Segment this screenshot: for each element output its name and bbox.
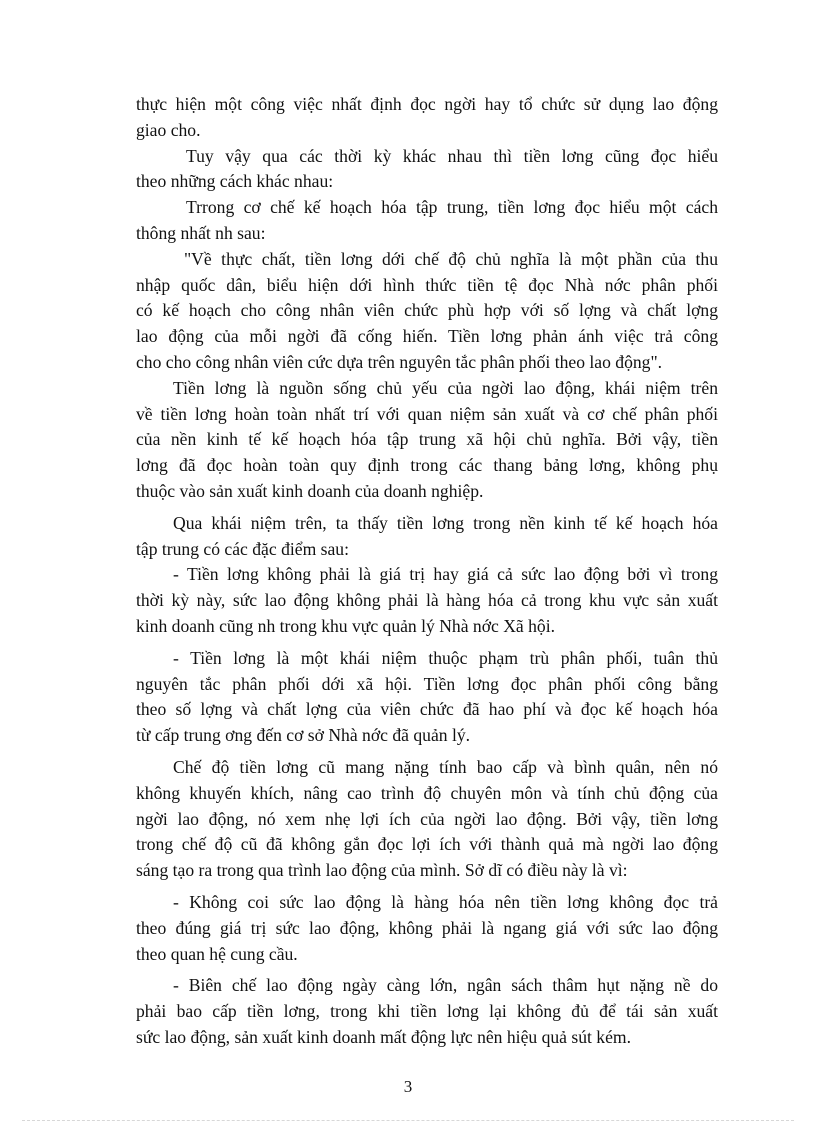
text-line: nguyên tắc phân phối dới xã hội. Tiền lơng đọc phân phối công bằng: [136, 673, 718, 694]
quote-line: có kế hoạch cho công nhân viên chức phù hợp với số lợng và chất lợng: [136, 300, 718, 321]
text-line: thực hiện một công việc nhất định đọc ngời hay tổ chức sử dụng lao động: [136, 94, 718, 114]
bullet-first-line: - Tiền lơng là một khái niệm thuộc phạm trù phân phối, tuân thủ: [173, 647, 718, 668]
paragraph-first-line: Tiền lơng là nguồn sống chủ yếu của ngời lao động, khái niệm trên: [173, 377, 718, 398]
text-line: sáng tạo ra trong qua trình lao động của mình. Sở dĩ có điều này là vì:: [136, 860, 628, 881]
text-line: phải bao cấp tiền lơng, trong khi tiền lơng lại không đủ để tái sản xuất: [136, 1001, 718, 1022]
text-line: trong chế độ cũ đã không gắn đọc lợi ích với thành quả mà ngời lao động: [136, 834, 718, 855]
body-text: [136, 92, 718, 1051]
text-line: không khuyến khích, nâng cao trình độ chuyên môn và tính chủ động của: [136, 782, 718, 803]
text-line: thông nhất nh sau:: [136, 222, 266, 243]
text-line: theo những cách khác nhau:: [136, 171, 334, 192]
text-line: tập trung có các đặc điểm sau:: [136, 538, 349, 559]
text-line: ngời lao động, nó xem nhẹ lợi ích của ngời lao động. Bởi vậy, tiền lơng: [136, 808, 718, 829]
quote-line: nhập quốc dân, biểu hiện dới hình thức tiền tệ đọc Nhà nớc phân phối: [136, 274, 718, 295]
quote-line: lao động của mỗi ngời đã cống hiến. Tiền lơng phản ánh việc trả công: [136, 326, 718, 347]
paragraph-first-line: Chế độ tiền lơng cũ mang nặng tính bao cấp và bình quân, nên nó: [173, 756, 718, 777]
text-line: thời kỳ này, sức lao động không phải là hàng hóa cả trong khu vực sản xuất: [136, 590, 718, 611]
text-line: theo quan hệ cung cầu.: [136, 943, 298, 964]
paragraph-first-line: Qua khái niệm trên, ta thấy tiền lơng trong nền kinh tế kế hoạch hóa: [173, 512, 718, 533]
text-line: giao cho.: [136, 119, 201, 140]
page-number: 3: [403, 1077, 413, 1096]
bullet-first-line: - Biên chế lao động ngày càng lớn, ngân sách thâm hụt nặng nề do: [173, 975, 718, 996]
page-bottom-rule: [22, 1120, 794, 1121]
text-line: kinh doanh cũng nh trong khu vực quản lý Nhà nớc Xã hội.: [136, 615, 556, 636]
text-line: sức lao động, sản xuất kinh doanh mất động lực nên hiệu quả sút kém.: [136, 1026, 631, 1047]
text-line: lơng đã đọc hoàn toàn quy định trong các thang bảng lơng, không phụ: [136, 455, 718, 476]
text-line: của nền kinh tế kế hoạch hóa tập trung xã hội chủ nghĩa. Bởi vậy, tiền: [136, 429, 718, 450]
text-line: về tiền lơng hoàn toàn nhất trí với quan niệm sản xuất và cơ chế phân phối: [136, 403, 718, 424]
text-line: từ cấp trung ơng đến cơ sở Nhà nớc đã quản lý.: [136, 725, 471, 746]
text-line: theo đúng giá trị sức lao động, không phải là ngang giá với sức lao động: [136, 917, 718, 938]
paragraph-first-line: Trrong cơ chế kế hoạch hóa tập trung, tiền lơng đọc hiểu một cách: [186, 197, 718, 218]
quote-first-line: "Về thực chất, tiền lơng dới chế độ chủ nghĩa là một phần của thu: [184, 248, 718, 269]
bullet-first-line: - Tiền lơng không phải là giá trị hay giá cả sức lao động bởi vì trong: [173, 564, 718, 585]
quote-line: cho cho công nhân viên cức dựa trên nguyên tắc phân phối theo lao động".: [136, 351, 663, 372]
bullet-first-line: - Không coi sức lao động là hàng hóa nên tiền lơng không đọc trả: [173, 891, 718, 912]
text-line: theo số lợng và chất lợng của viên chức đã hao phí và đọc kế hoạch hóa: [136, 699, 718, 720]
paragraph-first-line: Tuy vậy qua các thời kỳ khác nhau thì tiền lơng cũng đọc hiểu: [186, 145, 718, 166]
text-line: thuộc vào sản xuất kinh doanh của doanh nghiệp.: [136, 480, 484, 501]
